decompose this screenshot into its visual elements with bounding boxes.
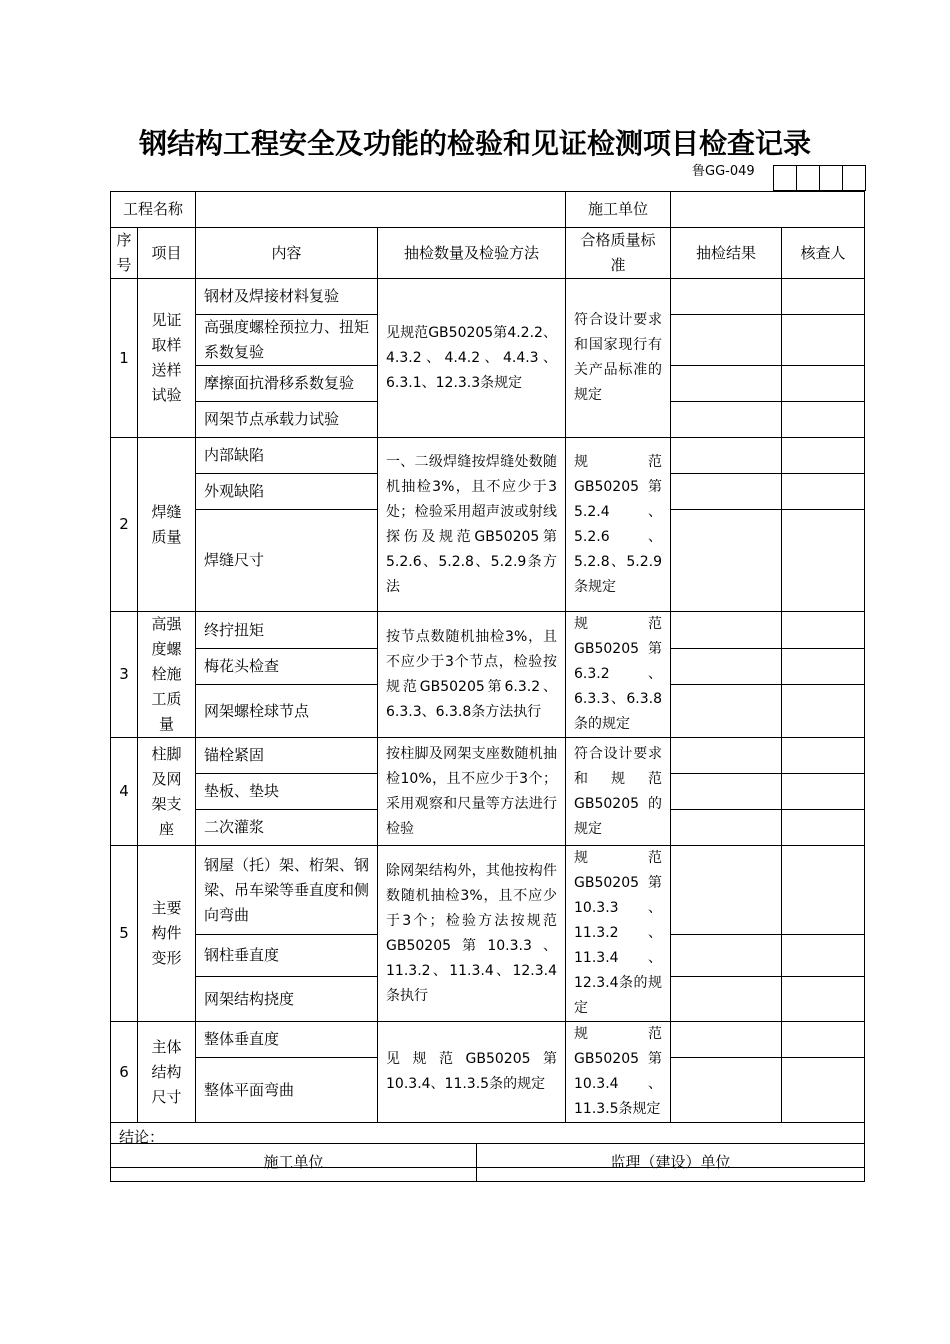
footer-construction-unit[interactable]: 施工单位 bbox=[111, 1144, 477, 1182]
standard-cell: 规范GB50205第6.3.2、6.3.3、6.3.8条的规定 bbox=[566, 612, 671, 738]
checker-cell[interactable] bbox=[782, 738, 865, 774]
construction-unit-value[interactable] bbox=[671, 192, 865, 228]
conclusion-label: 结论： bbox=[119, 1128, 165, 1146]
result-cell[interactable] bbox=[671, 279, 782, 315]
item-cell: 主体结构尺寸 bbox=[138, 1022, 196, 1123]
result-cell[interactable] bbox=[671, 810, 782, 846]
result-cell[interactable] bbox=[671, 738, 782, 774]
table-row bbox=[111, 279, 865, 315]
item-cell: 主要构件变形 bbox=[138, 846, 196, 1022]
table-row bbox=[111, 738, 865, 774]
seq-cell: 4 bbox=[111, 738, 138, 846]
checker-cell[interactable] bbox=[782, 315, 865, 366]
content-cell: 网架螺栓球节点 bbox=[196, 685, 378, 738]
column-header-row bbox=[111, 228, 865, 279]
standard-cell: 符合设计要求和国家现行有关产品标准的规定 bbox=[566, 279, 671, 438]
code-box[interactable] bbox=[842, 165, 866, 191]
content-cell: 内部缺陷 bbox=[196, 438, 378, 474]
checker-cell[interactable] bbox=[782, 612, 865, 649]
construction-unit-label: 施工单位 bbox=[566, 192, 671, 228]
content-cell: 垫板、垫块 bbox=[196, 774, 378, 810]
method-cell: 见规范GB50205第4.2.2、4.3.2、4.4.2、4.4.3、6.3.1、12.3.3条规定 bbox=[378, 279, 566, 438]
content-cell: 网架节点承载力试验 bbox=[196, 402, 378, 438]
col-seq: 序号 bbox=[111, 228, 138, 279]
content-cell: 钢柱垂直度 bbox=[196, 935, 378, 977]
checker-cell[interactable] bbox=[782, 510, 865, 612]
code-box[interactable] bbox=[796, 165, 820, 191]
page-title: 钢结构工程安全及功能的检验和见证检测项目检查记录 bbox=[138, 127, 811, 160]
item-cell: 高强度螺栓施工质量 bbox=[138, 612, 196, 738]
result-cell[interactable] bbox=[671, 402, 782, 438]
checker-cell[interactable] bbox=[782, 402, 865, 438]
form-code: 鲁GG-049 bbox=[692, 164, 755, 179]
table-row bbox=[111, 612, 865, 649]
method-cell: 除网架结构外，其他按构件数随机抽检3%，且不应少于3个；检验方法按规范GB50205第10.3.3、11.3.2、11.3.4、12.3.4条执行 bbox=[378, 846, 566, 1022]
code-box[interactable] bbox=[773, 165, 797, 191]
checker-cell[interactable] bbox=[782, 438, 865, 474]
result-cell[interactable] bbox=[671, 685, 782, 738]
method-cell: 一、二级焊缝按焊缝处数随机抽检3%，且不应少于3处；检验采用超声波或射线探伤及规范GB50205第5.2.6、5.2.8、5.2.9条方法 bbox=[378, 438, 566, 612]
result-cell[interactable] bbox=[671, 510, 782, 612]
result-cell[interactable] bbox=[671, 935, 782, 977]
checker-cell[interactable] bbox=[782, 474, 865, 510]
content-cell: 焊缝尺寸 bbox=[196, 510, 378, 612]
checker-cell[interactable] bbox=[782, 366, 865, 402]
checker-cell[interactable] bbox=[782, 649, 865, 685]
project-name-value[interactable] bbox=[196, 192, 566, 228]
checker-cell[interactable] bbox=[782, 1022, 865, 1058]
checker-cell[interactable] bbox=[782, 774, 865, 810]
content-cell: 高强度螺栓预拉力、扭矩系数复验 bbox=[196, 315, 378, 366]
checker-cell[interactable] bbox=[782, 846, 865, 935]
checker-cell[interactable] bbox=[782, 685, 865, 738]
col-item: 项目 bbox=[138, 228, 196, 279]
result-cell[interactable] bbox=[671, 1022, 782, 1058]
result-cell[interactable] bbox=[671, 315, 782, 366]
inspection-table bbox=[110, 191, 865, 1168]
col-content: 内容 bbox=[196, 228, 378, 279]
result-cell[interactable] bbox=[671, 846, 782, 935]
code-boxes bbox=[774, 165, 866, 191]
result-cell[interactable] bbox=[671, 612, 782, 649]
result-cell[interactable] bbox=[671, 977, 782, 1022]
project-name-label: 工程名称 bbox=[111, 192, 196, 228]
col-checker: 核查人 bbox=[782, 228, 865, 279]
content-cell: 钢材及焊接材料复验 bbox=[196, 279, 378, 315]
code-box[interactable] bbox=[819, 165, 843, 191]
table-row bbox=[111, 438, 865, 474]
content-cell: 终拧扭矩 bbox=[196, 612, 378, 649]
method-cell: 按节点数随机抽检3%，且不应少于3个节点，检验按规范GB50205第6.3.2、6.3.3、6.3.8条方法执行 bbox=[378, 612, 566, 738]
seq-cell: 6 bbox=[111, 1022, 138, 1123]
col-result: 抽检结果 bbox=[671, 228, 782, 279]
result-cell[interactable] bbox=[671, 366, 782, 402]
result-cell[interactable] bbox=[671, 474, 782, 510]
seq-cell: 1 bbox=[111, 279, 138, 438]
checker-cell[interactable] bbox=[782, 977, 865, 1022]
col-method: 抽检数量及检验方法 bbox=[378, 228, 566, 279]
content-cell: 锚栓紧固 bbox=[196, 738, 378, 774]
result-cell[interactable] bbox=[671, 1058, 782, 1123]
content-cell: 整体平面弯曲 bbox=[196, 1058, 378, 1123]
content-cell: 二次灌浆 bbox=[196, 810, 378, 846]
checker-cell[interactable] bbox=[782, 935, 865, 977]
seq-cell: 2 bbox=[111, 438, 138, 612]
table-row bbox=[111, 1022, 865, 1058]
signature-table bbox=[110, 1143, 865, 1182]
col-standard: 合格质量标 准 bbox=[566, 228, 671, 279]
item-cell: 柱脚及网架支座 bbox=[138, 738, 196, 846]
content-cell: 钢屋（托）架、桁架、钢梁、吊车梁等垂直度和侧向弯曲 bbox=[196, 846, 378, 935]
project-row bbox=[111, 192, 865, 228]
result-cell[interactable] bbox=[671, 438, 782, 474]
checker-cell[interactable] bbox=[782, 810, 865, 846]
seq-cell: 3 bbox=[111, 612, 138, 738]
method-cell: 按柱脚及网架支座数随机抽检10%，且不应少于3个；采用观察和尺量等方法进行检验 bbox=[378, 738, 566, 846]
footer-supervision-unit[interactable]: 监理（建设）单位 bbox=[477, 1144, 865, 1182]
item-cell: 焊缝质量 bbox=[138, 438, 196, 612]
content-cell: 网架结构挠度 bbox=[196, 977, 378, 1022]
table-row bbox=[111, 846, 865, 935]
standard-cell: 符合设计要求和规范GB50205的规定 bbox=[566, 738, 671, 846]
checker-cell[interactable] bbox=[782, 1058, 865, 1123]
standard-cell: 规范GB50205第10.3.3、11.3.2、11.3.4、12.3.4条的规定 bbox=[566, 846, 671, 1022]
seq-cell: 5 bbox=[111, 846, 138, 1022]
content-cell: 整体垂直度 bbox=[196, 1022, 378, 1058]
method-cell: 见规范GB50205第10.3.4、11.3.5条的规定 bbox=[378, 1022, 566, 1123]
result-cell[interactable] bbox=[671, 649, 782, 685]
standard-cell: 规范GB50205第5.2.4、5.2.6、5.2.8、5.2.9条规定 bbox=[566, 438, 671, 612]
content-cell: 外观缺陷 bbox=[196, 474, 378, 510]
checker-cell[interactable] bbox=[782, 279, 865, 315]
content-cell: 摩擦面抗滑移系数复验 bbox=[196, 366, 378, 402]
content-cell: 梅花头检查 bbox=[196, 649, 378, 685]
item-cell: 见证取样送样试验 bbox=[138, 279, 196, 438]
result-cell[interactable] bbox=[671, 774, 782, 810]
standard-cell: 规范GB50205第10.3.4、11.3.5条规定 bbox=[566, 1022, 671, 1123]
